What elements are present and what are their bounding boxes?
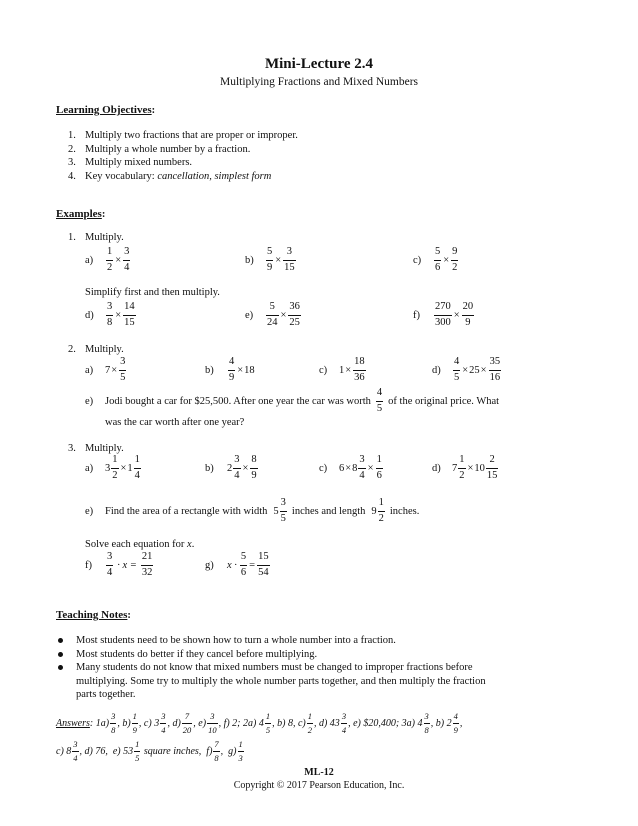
example-3-label: 3. Multiply. (68, 443, 124, 454)
answer-fraction: $\frac{3}{4}$ (73, 739, 78, 763)
answer-fraction: $\frac{1}{5}$ (135, 739, 140, 763)
answer-fraction: $\frac{7}{20}$ (182, 711, 192, 735)
list-item: 3. Multiply mixed numbers. (68, 157, 193, 168)
objectives-list (68, 129, 298, 183)
answer-text: : 1a) (89, 717, 110, 729)
answer-fraction: $\frac{3}{8}$ (424, 711, 429, 735)
answer-text: c) 8 (56, 745, 72, 757)
list-item: 1. Multiply two fractions that are proper or improper. (68, 130, 298, 141)
example-2a: a) 7 × $\frac{3}{5}$ (85, 356, 126, 383)
examples-heading: Examples: (56, 208, 106, 220)
answer-text: , d) (167, 717, 181, 729)
example-1-label: 1. Multiply. (68, 232, 124, 243)
list-item-cont: multiplying. Some try to multiply the whole number parts together, and then multiply the fraction (76, 675, 486, 687)
example-2e-cont: was the car worth after one year? (105, 417, 245, 428)
simplify-instruction: Simplify first and then multiply. (85, 287, 220, 298)
example-1d: d) $\frac{3}{8}$ × $\frac{14}{15}$ (85, 301, 135, 328)
answer-text: , d) 76, e) 53 (79, 745, 134, 757)
page-title: Mini-Lecture 2.4 (264, 56, 374, 72)
answer-fraction: $\frac{4}{9}$ (453, 711, 458, 735)
example-1b: b) $\frac{5}{9}$ × $\frac{3}{15}$ (245, 246, 295, 273)
example-1f: f) $\frac{270}{300}$ × $\frac{20}{9}$ (413, 301, 474, 328)
answer-text: , f) 2; 2a) 4 (218, 717, 264, 729)
answer-fraction: $\frac{1}{2}$ (307, 711, 312, 735)
list-item: 4. Key vocabulary: cancellation, simplest form (68, 170, 272, 182)
example-3g: g) x · $\frac{5}{6}$ = $\frac{15}{54}$ (205, 551, 269, 578)
example-2c: c) 1 × $\frac{18}{36}$ (319, 356, 365, 383)
example-3c: c) 6 × 8 $\frac{3}{4}$ × $\frac{1}{6}$ (319, 454, 382, 481)
example-1a: a) $\frac{1}{2}$ × $\frac{3}{4}$ (85, 246, 130, 273)
answer-fraction: $\frac{1}{9}$ (132, 711, 137, 735)
example-3e: e) Find the area of a rectangle with width 5 $\frac{3}{5}$ inches and length 9 $\frac{1}{2}$ inches. (85, 497, 420, 524)
example-3a: a) 3 $\frac{1}{2}$ × 1 $\frac{1}{4}$ (85, 454, 140, 481)
answer-text: , g) (220, 745, 237, 757)
example-1c: c) $\frac{5}{6}$ × $\frac{9}{2}$ (413, 246, 458, 273)
notes-list (58, 634, 486, 702)
list-item: 2. Multiply a whole number by a fraction. (68, 143, 251, 155)
copyright: Copyright © 2017 Pearson Education, Inc. (233, 780, 405, 791)
answer-fraction: $\frac{3}{8}$ (111, 711, 116, 735)
page-subtitle: Multiplying Fractions and Mixed Numbers (219, 76, 419, 88)
answer-text: , b) 8, c) (272, 717, 306, 729)
answer-fraction: $\frac{3}{10}$ (208, 711, 217, 735)
answer-text: , b) (117, 717, 131, 729)
list-item: Many students do not know that mixed numbers must be changed to improper fractions before (58, 661, 486, 675)
answer-text: , e) $20,400; 3a) 4 (348, 717, 423, 729)
answer-text: , e) (193, 717, 207, 729)
answer-fraction: $\frac{3}{4}$ (341, 711, 347, 735)
example-2d: d) $\frac{4}{5}$ × 25 × $\frac{35}{16}$ (432, 356, 501, 383)
answer-text: , b) 2 (430, 717, 452, 729)
example-3f: f) $\frac{3}{4}$ · x = $\frac{21}{32}$ (85, 551, 153, 578)
example-2-label: 2. Multiply. (68, 344, 124, 355)
example-1e: e) $\frac{5}{24}$ × $\frac{36}{25}$ (245, 301, 300, 328)
answers-label: Answers (56, 717, 90, 729)
example-2e: e) Jodi bought a car for $25,500. After one year the car was worth $\frac{4}{5}$ of the original price. What (85, 387, 500, 414)
answer-text: square inches, f) (141, 745, 213, 757)
list-item-cont: parts together. (76, 689, 136, 700)
answer-fraction: $\frac{1}{5}$ (265, 711, 271, 735)
list-item: Most students need to be shown how to turn a whole number into a fraction. (58, 634, 486, 648)
answer-fraction: $\frac{7}{8}$ (214, 739, 219, 763)
list-item: Most students do better if they cancel before multiplying. (58, 648, 486, 662)
page-code: ML-12 (304, 767, 334, 778)
answer-fraction: $\frac{3}{4}$ (161, 711, 166, 735)
answer-fraction: $\frac{1}{3}$ (238, 739, 243, 763)
example-3b: b) 2 $\frac{3}{4}$ × $\frac{8}{9}$ (205, 454, 257, 481)
objectives-heading: Learning Objectives: (56, 104, 156, 116)
answers-line-1 (56, 712, 462, 734)
notes-heading: Teaching Notes: (56, 609, 131, 621)
answer-text: , c) 3 (138, 717, 160, 729)
answer-text: , d) 43 (313, 717, 340, 729)
example-3d: d) 7 $\frac{1}{2}$ × 10 $\frac{2}{15}$ (432, 454, 498, 481)
solve-instruction: Solve each equation for x. (85, 539, 195, 550)
answers-line-2 (56, 740, 245, 762)
answer-text: , (459, 717, 463, 729)
example-2b: b) $\frac{4}{9}$ × 18 (205, 356, 255, 383)
